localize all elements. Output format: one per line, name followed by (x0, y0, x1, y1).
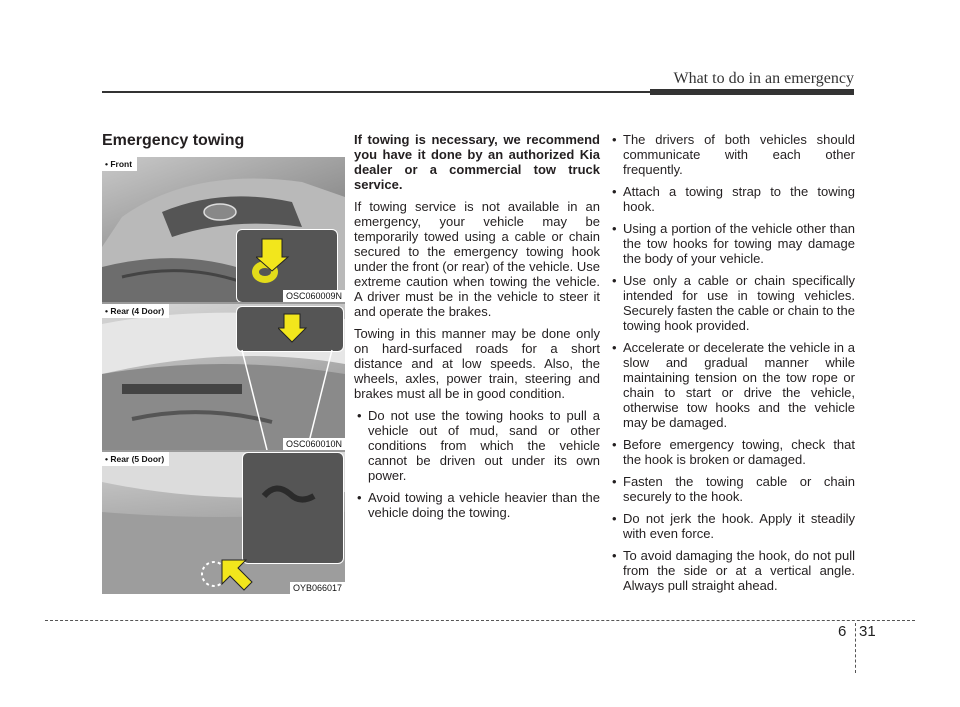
front-panel (102, 157, 345, 302)
list-item: • Avoid towing a vehicle heavier than the vehicle doing the towing. (354, 490, 600, 520)
body-paragraph: Towing in this manner may be done only on hard-surfaced roads for a short distance and at low speeds. Also, the wheels, axles, power train, steering and brakes must all be in good condition. (354, 326, 600, 401)
list-item: • Do not use the towing hooks to pull a vehicle out of mud, sand or other conditions from which the vehicle cannot be driven out under its own power. (354, 408, 600, 483)
arrow-icon (220, 558, 254, 592)
hook-callout-line (102, 304, 345, 450)
list-item: • The drivers of both vehicles should communicate with each other frequently. (609, 132, 855, 177)
rear-4door-panel-code: OSC060010N (283, 438, 345, 450)
chapter-number: 6 (838, 623, 847, 640)
caution-list (609, 132, 855, 593)
middle-column (354, 132, 600, 527)
list-item: • Fasten the towing cable or chain securely to the hook. (609, 474, 855, 504)
header-rule-accent (650, 89, 854, 95)
rear-4door-panel (102, 304, 345, 450)
list-item: • Attach a towing strap to the towing hook. (609, 184, 855, 214)
footer-rule (45, 620, 915, 621)
rear-5door-panel-code: OYB066017 (290, 582, 345, 594)
rear-4door-panel-label: • Rear (4 Door) (102, 304, 169, 318)
list-item: • Using a portion of the vehicle other than the tow hooks for towing may damage the body of your vehicle. (609, 221, 855, 266)
arrow-icon (256, 235, 290, 273)
section-heading: Emergency towing (102, 132, 245, 149)
list-item: • Use only a cable or chain specifically intended for use in towing vehicles. Securely fasten the cable or chain to the towing hook provided. (609, 273, 855, 333)
running-title: What to do in an emergency (673, 70, 854, 87)
body-paragraph: If towing service is not available in an emergency, your vehicle may be temporarily towed using a cable or chain secured to the emergency towing hook under the front (or rear) of the vehicle. Use extreme caution when towing the vehicle. A driver must be in the vehicle to steer it and operate the brakes. (354, 199, 600, 319)
rear-5door-panel-label: • Rear (5 Door) (102, 452, 169, 466)
page-number: 31 (859, 623, 876, 640)
list-item: • Do not jerk the hook. Apply it steadily with even force. (609, 511, 855, 541)
list-item: • Before emergency towing, check that the hook is broken or damaged. (609, 437, 855, 467)
list-item: • To avoid damaging the hook, do not pull from the side or at a vertical angle. Always pull straight ahead. (609, 548, 855, 593)
intro-text: If towing is necessary, we recommend you have it done by an authorized Kia dealer or a commercial tow truck service. (354, 132, 600, 192)
front-panel-code: OSC060009N (283, 290, 345, 302)
right-column (609, 132, 855, 600)
page-number-divider (855, 623, 856, 673)
list-item: • Accelerate or decelerate the vehicle in a slow and gradual manner while maintaining tension on the tow rope or chain to start or drive the vehicle, otherwise tow hooks and the vehicle may be damaged. (609, 340, 855, 430)
caution-list (354, 408, 600, 520)
tow-hook-icon (260, 480, 320, 510)
rear-5door-panel (102, 452, 345, 594)
front-panel-label: • Front (102, 157, 137, 171)
towing-figure (102, 157, 345, 594)
